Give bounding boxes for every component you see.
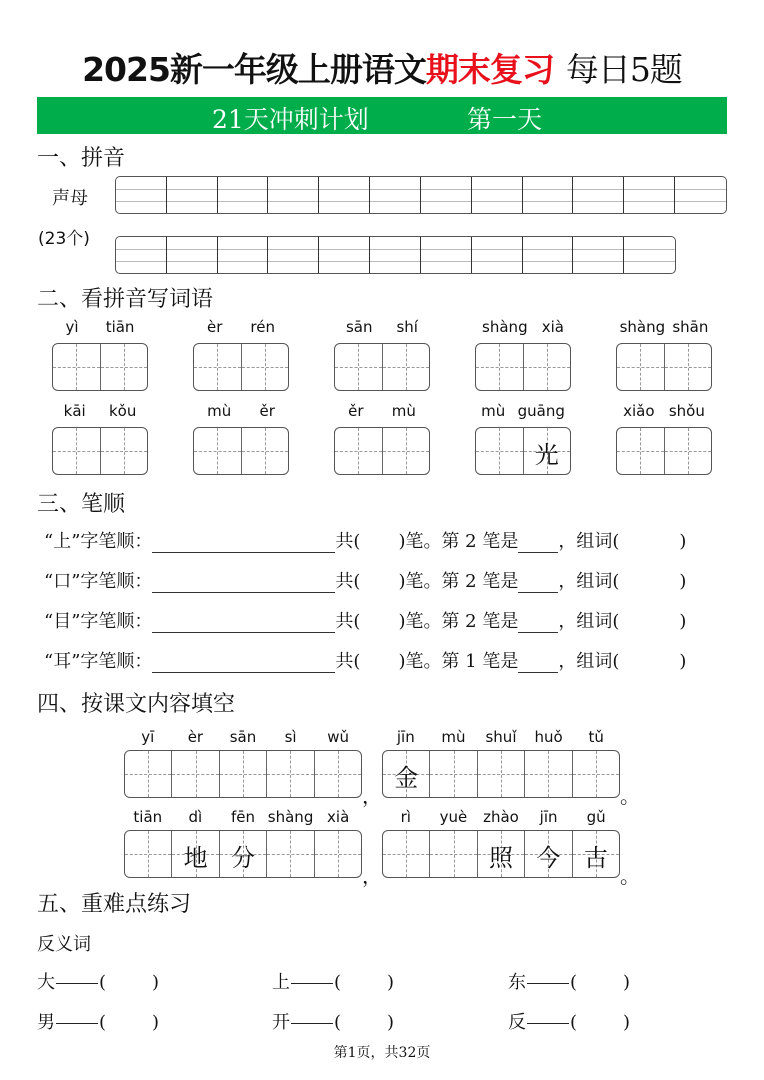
antonym-char: 开 [272, 1012, 290, 1033]
tianzige-cell[interactable] [267, 831, 314, 877]
pinyin-syllable: rén [250, 318, 275, 336]
pinyin [616, 318, 712, 338]
tianzige-cell[interactable] [101, 428, 148, 474]
tianzige-cell[interactable] [194, 428, 242, 474]
tianzige-cell[interactable] [383, 428, 430, 474]
section-3-heading: 三、笔顺 [37, 492, 126, 517]
tianzige-cell[interactable] [172, 751, 219, 797]
word-group-label: ，组词( [558, 571, 620, 592]
nth-stroke-blank[interactable] [518, 535, 558, 553]
antonym-char: 男 [37, 1012, 55, 1033]
pinyin-syllable: shǒu [668, 402, 705, 420]
tianzige-grid[interactable] [382, 750, 620, 798]
pinyin-syllable: wǔ [327, 728, 350, 746]
pinyin-cell[interactable] [624, 177, 675, 213]
pinyin [475, 402, 571, 422]
dash [291, 983, 333, 984]
punctuation: ， [362, 784, 382, 808]
day-banner [37, 97, 727, 134]
pinyin-cell[interactable] [319, 237, 370, 273]
pinyin-cell[interactable] [167, 177, 218, 213]
tianzige-cell[interactable] [125, 751, 172, 797]
punctuation: ， [362, 864, 382, 888]
pinyin-syllable: mù [481, 402, 506, 420]
word-box[interactable] [52, 402, 148, 475]
count-label: (23个) [38, 229, 90, 249]
tianzige-grid[interactable] [124, 750, 362, 798]
pinyin-syllable: xiǎo [623, 402, 655, 420]
tianzige-cell[interactable] [430, 751, 477, 797]
pinyin-cell[interactable] [116, 237, 167, 273]
stroke-order-row [44, 527, 686, 551]
word-group-label: ，组词( [558, 611, 620, 632]
word-box[interactable] [193, 318, 289, 391]
pinyin [616, 402, 712, 422]
pinyin [382, 808, 620, 826]
pinyin-cell[interactable] [319, 177, 370, 213]
pinyin-cell[interactable] [523, 177, 574, 213]
pinyin [124, 808, 362, 826]
paren-open: ( [570, 1012, 578, 1033]
section-1-heading: 一、拼音 [37, 146, 126, 171]
tianzige-cell[interactable] [525, 751, 572, 797]
pinyin-cell[interactable] [573, 177, 624, 213]
pinyin-cell[interactable] [421, 237, 472, 273]
tianzige-cell[interactable] [242, 428, 289, 474]
pinyin [52, 402, 148, 422]
pinyin-cell[interactable] [472, 177, 523, 213]
antonym-char: 反 [508, 1012, 526, 1033]
pinyin-syllable: yuè [439, 808, 468, 826]
tianzige-cell[interactable] [220, 751, 267, 797]
pinyin-syllable: shàng [482, 318, 528, 336]
tianzige-cell[interactable] [478, 751, 525, 797]
pinyin-syllable: shàng [267, 808, 314, 826]
word-box[interactable] [193, 402, 289, 475]
paren-open: ( [570, 972, 578, 993]
word-group-close: ) [679, 611, 687, 632]
pinyin-cell[interactable] [421, 177, 472, 213]
nth-stroke-blank[interactable] [518, 615, 558, 633]
text-fill-box[interactable] [382, 728, 620, 798]
word-box[interactable] [334, 318, 430, 391]
stroke-char-label: “耳”字笔顺： [44, 651, 153, 672]
pinyin-syllable: ěr [259, 402, 275, 420]
stroke-nth-label: )笔。第 2 笔是 [398, 571, 519, 592]
paren-close: ) [387, 1012, 395, 1033]
word-box[interactable] [475, 402, 571, 475]
pinyin-cell[interactable] [218, 177, 269, 213]
pinyin-syllable: shān [672, 318, 709, 336]
word-group-close: ) [679, 651, 687, 672]
antonym-item [272, 1008, 394, 1034]
tianzige-cell[interactable] [125, 831, 172, 877]
stroke-nth-label: )笔。第 2 笔是 [398, 531, 519, 552]
stroke-count-open: 共( [335, 571, 361, 592]
given-character: 光 [534, 441, 559, 469]
pinyin-syllable: sān [229, 728, 257, 746]
tianzige-cell[interactable] [383, 831, 430, 877]
pinyin-syllable: guāng [517, 402, 565, 420]
section-4-heading: 四、按课文内容填空 [37, 692, 236, 717]
word-box[interactable] [475, 318, 571, 391]
tianzige-cell[interactable] [476, 344, 524, 390]
word-group-close: ) [679, 531, 687, 552]
pinyin [475, 318, 571, 338]
tianzige-grid[interactable] [616, 427, 712, 475]
pinyin-syllable: tǔ [588, 728, 604, 746]
antonym-item [37, 968, 159, 994]
tianzige-cell[interactable] [383, 751, 430, 797]
antonym-item [37, 1008, 159, 1034]
word-group-label: ，组词( [558, 531, 620, 552]
stroke-nth-label: )笔。第 1 笔是 [398, 651, 519, 672]
pinyin-syllable: fēn [230, 808, 255, 826]
stroke-order-row [44, 567, 686, 591]
stroke-order-blank[interactable] [152, 655, 335, 673]
tianzige-cell[interactable] [335, 344, 383, 390]
pinyin-cell[interactable] [218, 237, 269, 273]
antonym-char: 上 [272, 972, 290, 993]
stroke-order-row [44, 647, 686, 671]
tianzige-grid[interactable] [52, 343, 148, 391]
text-fill-box[interactable] [382, 808, 620, 878]
section-2-heading: 二、看拼音写词语 [37, 287, 214, 312]
tianzige-grid[interactable] [334, 427, 430, 475]
nth-stroke-blank[interactable] [518, 575, 558, 593]
pinyin-syllable: huǒ [534, 728, 563, 746]
word-group-close: ) [679, 571, 687, 592]
tianzige-grid[interactable] [475, 343, 571, 391]
tianzige-cell[interactable] [315, 831, 361, 877]
tianzige-cell[interactable] [476, 428, 524, 474]
pinyin-syllable: xià [327, 808, 350, 826]
tianzige-cell[interactable] [172, 831, 219, 877]
stroke-char-label: “上”字笔顺： [44, 531, 153, 552]
pinyin-cell[interactable] [370, 237, 421, 273]
pinyin-syllable: sì [284, 728, 297, 746]
section-5-heading: 五、重难点练习 [37, 892, 192, 917]
pinyin-syllable: sān [345, 318, 373, 336]
page-title [0, 44, 764, 91]
paren-close: ) [623, 1012, 631, 1033]
paren-close: ) [387, 972, 395, 993]
tianzige-cell[interactable] [573, 751, 619, 797]
given-character: 金 [394, 764, 419, 792]
pinyin-syllable: shàng [619, 318, 666, 336]
stroke-count-open: 共( [335, 531, 361, 552]
antonym-label: 反义词 [37, 934, 91, 955]
paren-open: ( [99, 1012, 107, 1033]
pinyin [52, 318, 148, 338]
pinyin-cell[interactable] [624, 237, 675, 273]
pinyin-cell[interactable] [675, 177, 726, 213]
antonym-char: 东 [508, 972, 526, 993]
pinyin-cell[interactable] [370, 177, 421, 213]
word-box[interactable] [334, 402, 430, 475]
tianzige-cell[interactable] [220, 831, 267, 877]
word-box[interactable] [616, 318, 712, 391]
antonym-item [508, 1008, 630, 1034]
tianzige-cell[interactable] [335, 428, 383, 474]
banner-day: 第一天 [467, 105, 543, 134]
pinyin-cell[interactable] [167, 237, 218, 273]
punctuation: 。 [620, 784, 640, 808]
pinyin-cell[interactable] [268, 177, 319, 213]
pinyin-syllable: tiān [105, 318, 135, 336]
pinyin-cell[interactable] [116, 177, 167, 213]
pinyin-syllable: zhào [483, 808, 519, 826]
tianzige-cell[interactable] [525, 831, 572, 877]
pinyin-syllable: mù [391, 402, 416, 420]
stroke-count-open: 共( [335, 611, 361, 632]
word-box[interactable] [52, 318, 148, 391]
pinyin-writing-row-1[interactable] [115, 176, 727, 214]
pinyin-writing-row-2[interactable] [115, 236, 676, 274]
tianzige-cell[interactable] [617, 428, 665, 474]
antonym-item [508, 968, 630, 994]
pinyin [193, 318, 289, 338]
dash [527, 983, 569, 984]
pinyin-syllable: mù [441, 728, 466, 746]
tianzige-grid[interactable] [616, 343, 712, 391]
tianzige-grid[interactable] [382, 830, 620, 878]
tianzige-cell[interactable] [617, 344, 665, 390]
pinyin-syllable: jīn [539, 808, 558, 826]
pinyin-syllable: xià [541, 318, 564, 336]
pinyin-syllable: dì [188, 808, 203, 826]
tianzige-cell[interactable] [53, 428, 101, 474]
word-group-label: ，组词( [558, 651, 620, 672]
paren-close: ) [623, 972, 631, 993]
pinyin-syllable: shí [396, 318, 418, 336]
tianzige-cell[interactable] [524, 344, 571, 390]
pinyin [334, 402, 430, 422]
given-character: 分 [231, 844, 256, 872]
nth-stroke-blank[interactable] [518, 655, 558, 673]
punctuation: 。 [620, 864, 640, 888]
pinyin-syllable: rì [400, 808, 411, 826]
paren-open: ( [334, 972, 342, 993]
shengmu-label: 声母 [52, 188, 88, 209]
pinyin-cell[interactable] [573, 237, 624, 273]
dash [56, 983, 98, 984]
stroke-order-row [44, 607, 686, 631]
tianzige-cell[interactable] [665, 428, 712, 474]
tianzige-cell[interactable] [315, 751, 361, 797]
pinyin-syllable: yì [65, 318, 79, 336]
tianzige-cell[interactable] [383, 344, 430, 390]
text-fill-box[interactable] [124, 728, 362, 798]
paren-close: ) [152, 1012, 160, 1033]
pinyin-syllable: mù [207, 402, 232, 420]
text-fill-box[interactable] [124, 808, 362, 878]
stroke-nth-label: )笔。第 2 笔是 [398, 611, 519, 632]
given-character: 地 [183, 844, 208, 872]
tianzige-grid[interactable] [193, 343, 289, 391]
word-box[interactable] [616, 402, 712, 475]
antonym-item [272, 968, 394, 994]
tianzige-grid[interactable] [475, 427, 571, 475]
paren-close: ) [152, 972, 160, 993]
tianzige-grid[interactable] [193, 427, 289, 475]
pinyin-syllable: jīn [396, 728, 415, 746]
given-character: 今 [536, 844, 561, 872]
pinyin-syllable: ěr [348, 402, 364, 420]
pinyin-cell[interactable] [268, 237, 319, 273]
dash [291, 1023, 333, 1024]
stroke-order-blank[interactable] [152, 575, 335, 593]
pinyin-syllable: gǔ [586, 808, 606, 826]
pinyin-syllable: yī [141, 728, 155, 746]
tianzige-cell[interactable] [194, 344, 242, 390]
tianzige-cell[interactable] [53, 344, 101, 390]
tianzige-grid[interactable] [334, 343, 430, 391]
stroke-count-open: 共( [335, 651, 361, 672]
tianzige-grid[interactable] [124, 830, 362, 878]
given-character: 古 [583, 844, 608, 872]
pinyin-syllable: tiān [133, 808, 163, 826]
pinyin-syllable: kāi [63, 402, 86, 420]
pinyin [193, 402, 289, 422]
pinyin [334, 318, 430, 338]
antonym-char: 大 [37, 972, 55, 993]
tianzige-cell[interactable] [101, 344, 148, 390]
pinyin-syllable: èr [187, 728, 204, 746]
pinyin-syllable: shuǐ [485, 728, 517, 746]
paren-open: ( [99, 972, 107, 993]
stroke-order-blank[interactable] [152, 535, 335, 553]
tianzige-grid[interactable] [52, 427, 148, 475]
given-character: 照 [489, 844, 514, 872]
tianzige-cell[interactable] [524, 428, 571, 474]
pinyin [382, 728, 620, 746]
tianzige-cell[interactable] [430, 831, 477, 877]
tianzige-cell[interactable] [665, 344, 712, 390]
tianzige-cell[interactable] [573, 831, 619, 877]
pinyin-cell[interactable] [472, 237, 523, 273]
title-highlight: 期末复习 [425, 50, 554, 89]
stroke-order-blank[interactable] [152, 615, 335, 633]
pinyin-syllable: kǒu [108, 402, 137, 420]
tianzige-cell[interactable] [478, 831, 525, 877]
stroke-char-label: “口”字笔顺： [44, 571, 153, 592]
title-part1: 2025新一年级上册语文 [82, 50, 426, 89]
tianzige-cell[interactable] [267, 751, 314, 797]
paren-open: ( [334, 1012, 342, 1033]
pinyin [124, 728, 362, 746]
pinyin-syllable: èr [207, 318, 223, 336]
stroke-char-label: “目”字笔顺： [44, 611, 153, 632]
dash [527, 1023, 569, 1024]
banner-plan: 21天冲刺计划 [212, 105, 369, 134]
page-footer: 第1页，共32页 [333, 1045, 431, 1061]
dash [56, 1023, 98, 1024]
pinyin-cell[interactable] [523, 237, 574, 273]
tianzige-cell[interactable] [242, 344, 289, 390]
title-daily: 每日5题 [565, 50, 682, 89]
